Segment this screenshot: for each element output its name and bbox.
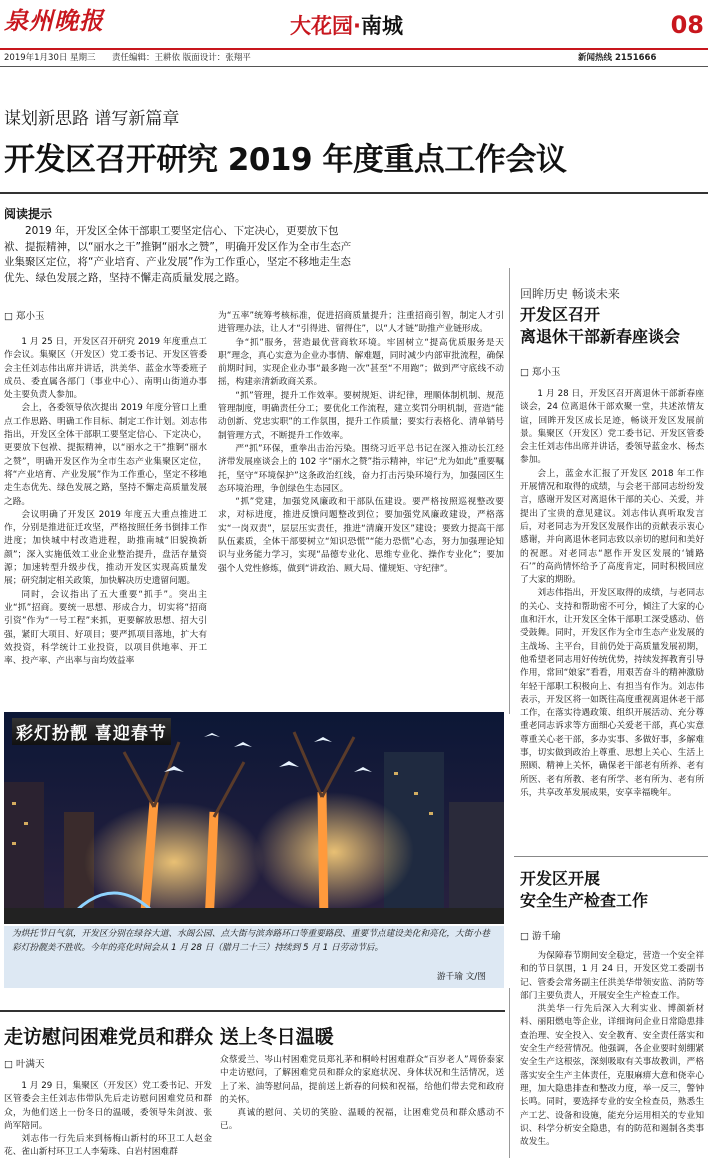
bottom-column-2 [220, 1054, 504, 1160]
issue-date: 2019年1月30日 星期三 [4, 53, 96, 63]
sidebar-divider [509, 268, 510, 714]
main-kicker: 谋划新思路 谱写新篇章 [4, 109, 180, 129]
section-sub: 南城 [360, 14, 403, 38]
festival-lights-photo [4, 712, 504, 924]
headline-rule [0, 192, 708, 194]
paragraph: “抓”党建，加强党风廉政和干部队伍建设。要严格按照巡视整改要求，对标进度，推进反馈问题整改到位；要加强党风廉政建设，严格落实“一岗双责”，层层压实责任，推进“清廉开发区”建设；要致力提高干部队伍素质，全体干部要树立“知识恐慌”“能力恐慌”心态，努力加强理论知识与业务能力学习，实现“品德专业化、思维专业化、操作专业化”；要加强个人党性修炼，做到“讲政治、顾大局、懂规矩、守纪律”。 [218, 497, 504, 574]
paragraph: 1 月 28 日，开发区召开离退休干部新春座谈会，24 位离退休干部欢聚一堂，共述浓情友谊，回眸开发区成长足迹，畅谈开发区发展前景。集聚区（开发区）党工委书记、开发区管委会主任刘志伟出席并讲话，委领导蓝金水、杨杰参加。 [520, 389, 704, 466]
bottom-byline: □ 叶满天 [4, 1059, 45, 1070]
paragraph: 刘志伟一行先后来到杨梅山新村的环卫工人赵金花、雀山新村环卫工人李菊珠、白岩村困难群 [4, 1134, 212, 1158]
side-headline-2a: 开发区开展 [520, 869, 601, 888]
main-byline: □ 郑小玉 [4, 311, 45, 322]
bottom-column-1 [4, 1080, 212, 1160]
section-title [290, 12, 460, 40]
main-column-2 [218, 310, 504, 706]
paragraph: 同时，会议指出了五大重要“抓手”。突出主业“抓”招商。要统一思想、形成合力，切实将“招商引资”作为“一号工程”来抓，更要解放思想、招大引强，紧盯大项目、好项目；要严抓项目落地，扩大有效投资，科学统计工业投资，以项目供地率、开工率、投产率、产出率与亩均效益率 [4, 589, 207, 667]
photo-title: 彩灯扮靓 喜迎春节 [12, 718, 171, 745]
paragraph: 众蔡爱兰、岑山村困难党员郑礼茅和桐岭村困难群众“百岁老人”周侨泰家中走访慰问，了解困难党员和群众的家庭状况、身体状况和生活情况，送上了米、油等慰问品，提前送上新春的问候和祝福，给他们带去党和政府的关怀。 [220, 1055, 504, 1105]
digest-text: 2019 年，开发区全体干部职工要坚定信心、下定决心，更要放下包袱、提振精神，以“丽水之干”推锕“丽水之赞”，明确开发区作为全市生态产业集聚区定位，将“产业培育、产业发展”作为工作重心，坚定不移地走生态优先、绿色发展之路，坚持不懈走高质量发展之路。 [4, 225, 352, 284]
side-headline-1b: 离退休干部新春座谈会 [520, 327, 681, 346]
paragraph: 洪美华一行先后深入大利实业、博颜新材料、丽阳燃电等企业，详细询问企业日常隐患排查治理、安全投入、安全教育、安全责任落实和安全生产经营情况。他强调，各企业要时刻绷紧安全生产这根弦，深刻吸取有关事故教训，严格落实安全生产主体责任，克服麻痹大意和侥幸心理，加大隐患排查和整改力度，举一反三，警钟长鸣。同时，要选择专业的安全检查员，熟悉生产工艺、设备和设施，能充分运用相关的专业知识、科学分析安全隐患，有的防范和遏制各类事故发生。 [520, 1004, 704, 1148]
side-headline-1a: 开发区召开 [520, 305, 601, 324]
editor-credits: 责任编辑：王耕依 版面设计：张翔平 [112, 53, 251, 63]
main-headline: 开发区召开研究 2019 年度重点工作会议 [4, 142, 567, 178]
paragraph: “抓”管理，提升工作效率。要树规矩、讲纪律，理顺体制机制、规范管理制度，明确责任分工；要优化工作流程，建立奖罚分明机制，营造“能动创新、党忠实职”的工作氛围，提升工作质量；要实行表格化、清单销号制管理方式，不断提升工作效率。 [218, 390, 504, 441]
side-column-2 [520, 950, 704, 1158]
paragraph: 会议明确了开发区 2019 年度五大重点推进工作，分别是推进征迁攻坚，严格按照任务书倒排工作进度；加快城中村改造进程，助推南城“旧貌换新颜”；深入实施低效工业企业整治提升，盘活存量资源；加速转型升级步伐，推动开发区实现高质量发展；研究制定相关政策，加快解决历史遗留问题。 [4, 509, 207, 587]
page-number: 08 [670, 11, 704, 39]
photo-credit: 游千瑜 文/图 [436, 971, 486, 982]
sidebar-divider-lower [509, 988, 510, 1158]
bottom-headline: 走访慰问困难党员和群众 送上冬日温暖 [4, 1026, 334, 1048]
paragraph: 真诚的慰问、关切的笑脸、温暖的祝福，让困难党员和群众感动不已。 [220, 1108, 504, 1132]
photo-caption [4, 926, 504, 988]
paragraph: 1 月 25 日，开发区召开研究 2019 年度重点工作会议。集聚区（开发区）党工委书记、开发区管委会主任刘志伟出席并讲话，洪美华、蓝金水等委班子成员、委直属各部门（事业中心）、南明山街道办事处主要负责人参加。 [4, 337, 207, 401]
side-byline-2: □ 游千瑜 [520, 931, 561, 942]
digest-title: 阅读提示 [4, 207, 53, 221]
paragraph: 会上，各委领导依次提出 2019 年度分管口上重点工作思路、明确工作目标、制定工作计划。刘志伟指出，开发区全体干部职工要坚定信心、下定决心，更要放下包袱、提振精神，以“丽水之干”推锕“丽水之赞”，明确开发区作为全市生态产业集聚区定位，将“产业培育、产业发展”作为工作重心，坚定不移地走生态优先、绿色发展之路，坚持不懈走高质量发展之路。 [4, 403, 207, 507]
paragraph: 会上，蓝金水汇报了开发区 2018 年工作开展情况和取得的成绩，与会老干部同志纷纷发言，感谢开发区对离退休干部的关心、关爱，并提出了宝贵的意见建议。刘志伟认真听取发言后，对老同志为开发区发展作出的贡献表示衷心感谢，并向离退休老同志致以亲切的慰问和美好的祝愿。对老同志“愿作开发区发展的‘铺路石’”的高尚情怀给予了高度肯定，同时积极回应了大家的期盼。 [520, 468, 704, 586]
paragraph: 刘志伟指出，开发区取得的成绩，与老同志的关心、支持和帮助密不可分，倾注了大家的心血和汗水，让开发区全体干部职工深受感动、倍受鼓舞。同时，开发区作为全市生态产业发展的主战场、主平台，目前仍处于高质量发展初期，他希望老同志用好传统优势，持续发挥教育引导作用，常回“娘家”看看，用艰苦奋斗的精神激励年轻干部职工积极向上、有担当有作为。刘志伟表示，开发区将一如既往高度重视离退休老干部工作，在落实待遇政策、组织开展活动、充分尊重老同志诉求等方面细心关爱老干部，真心实意尊重关心老干部，多办实事、多做好事，多解难事，切实做到政治上尊重、思想上关心、生活上照顾、精神上关怀，确保老干部老有所养、老有所医、老有所教、老有所学、老有所为、老有所乐，共享改革发展成果，安享幸福晚年。 [520, 588, 704, 798]
paragraph: 1 月 29 日，集聚区（开发区）党工委书记、开发区管委会主任刘志伟带队先后走访慰问困难党员和群众，为他们送上一份冬日的温暖，委领导朱剑波、张尚军陪同。 [4, 1081, 212, 1131]
side-kicker: 回眸历史 畅谈未来 [520, 287, 620, 301]
section-main: 大花园· [290, 14, 361, 38]
side-story-2-rule [514, 856, 708, 857]
side-headline-2b: 安全生产检查工作 [520, 891, 649, 910]
side-column-1 [520, 388, 704, 848]
info-bar-rule [0, 66, 708, 67]
news-hotline: 新闻热线 2151666 [578, 53, 657, 63]
caption-text: 为烘托节日气氛，开发区分别在绿谷大道、水阁公园、点大街与滨奔路环口等重要路段、重要节点建设美化和亮化，大街小巷彩灯扮靓美不胜收。今年的亮化时间会从 1 月 28 日（腊月二十三）持续到 5 月 1 日劳动节后。 [12, 929, 490, 953]
paragraph: 为保障春节期间安全稳定，营造一个安全祥和的节日氛围，1 月 24 日，开发区党工委副书记、管委会常务副主任洪美华带领安监、消防等部门主要负责人，开展安全生产检查工作。 [520, 951, 704, 1001]
paragraph: 为“五率”统筹考核标准，促进招商质量提升；注重招商引智，制定人才引进管理办法，让人才“引得进、留得住”，以“人才链”助推产业链形成。 [218, 311, 504, 335]
paragraph: 争“抓”服务，营造最优营商软环境。牢固树立“提高优质服务是天职”理念，真心实意为企业办事情、解难题，同时减少内部审批流程，确保前期时间，实现企业办事“最多跑一次”甚至“不用跑”；做到严守底线不动摇，构建亲清新政商关系。 [218, 337, 504, 388]
bottom-story-rule [0, 1010, 505, 1012]
main-column-1 [4, 336, 207, 706]
side-byline-1: □ 郑小玉 [520, 367, 561, 378]
masthead-rule [0, 48, 708, 50]
paragraph: 严“抓”环保，重拳出击治污染。围绕习近平总书记在深入推动长江经济带发展座谈会上的 102 字“丽水之赞”指示精神，牢记“尤为如此”重要嘱托，坚守“环境保护”这条政治红线，奋力打击污染环境行为，加强园区生态环境治理，争创绿色生态园区。 [218, 443, 504, 494]
newspaper-logo: 泉州晚报 [4, 6, 104, 35]
